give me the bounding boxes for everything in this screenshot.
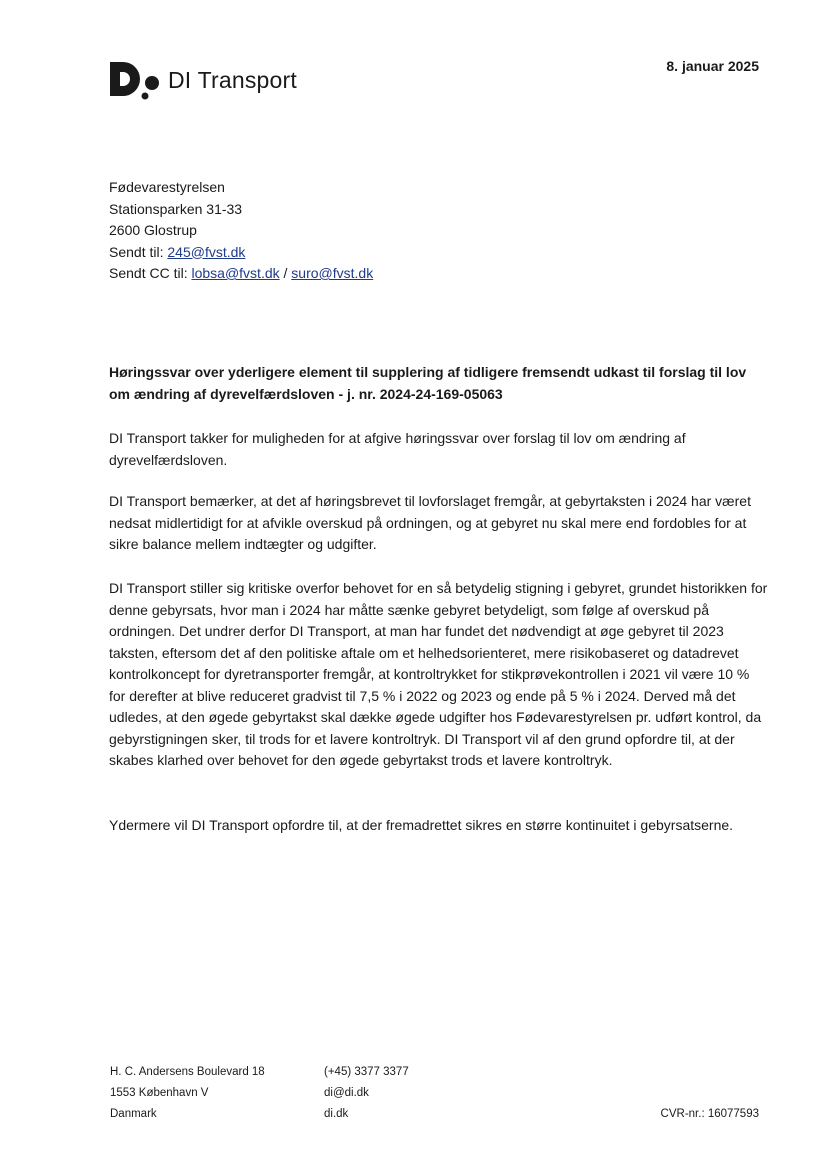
cc-separator: / [279, 265, 292, 281]
sent-to-line [109, 242, 373, 264]
paragraph-3: DI Transport stiller sig kritiske overfor behovet for en så betydelig stigning i gebyret, grundet historikken for denne gebyrsats, hvor man i 2024 har måtte sænke gebyret betydeligt, som følge af overskud på ordningen. Det undrer derfor DI Transport, at man har fundet det nødvendigt at øge gebyret til 2023 taksten, eftersom det af den politiske aftale om et helhedsorienteret, mere risikobaseret og datadrevet kontrolkoncept for dyretransporter fremgår, at kontroltrykket for stikprøvekontrollen i 2021 vil være 10 % for derefter at blive reduceret gradvist til 7,5 % i 2022 og 2023 og ende på 5 % i 2024. Derved må det udledes, at den øgede gebyrtakst skal dække øgede udgifter hos Fødevarestyrelsen pr. udført kontrol, da gebyrstigningen sker, til trods for et lavere kontroltryk. DI Transport vil af den grund opfordre til, at der skabes klarhed over behovet for den øgede gebyrtakst trods et lavere kontroltryk. [109, 580, 768, 768]
cc-email-link-1[interactable]: lobsa@fvst.dk [191, 265, 280, 281]
sent-to-email-link[interactable]: 245@fvst.dk [167, 243, 246, 260]
footer-postal: 1553 København V [110, 1087, 209, 1099]
recipient-city: 2600 Glostrup [109, 222, 197, 238]
cc-line [109, 263, 373, 285]
footer-cvr: CVR-nr.: 16077593 [660, 1108, 759, 1120]
footer-email: di@di.dk [324, 1087, 369, 1099]
sent-to-label: Sendt til: [109, 243, 168, 260]
letter-date: 8. januar 2025 [666, 58, 759, 74]
paragraph-1: DI Transport takker for muligheden for at afgive høringssvar over forslag til lov om ændring af dyrevelfærdsloven. [109, 430, 686, 468]
footer-phone: (+45) 3377 3377 [324, 1066, 409, 1078]
recipient-name: Fødevarestyrelsen [109, 179, 225, 195]
cc-label: Sendt CC til: [109, 265, 192, 281]
footer-contact [324, 1062, 409, 1125]
paragraph-4: Ydermere vil DI Transport opfordre til, at der fremadrettet sikres en større kontinuitet i gebyrsatserne. [109, 817, 734, 833]
di-transport-logo [108, 58, 297, 102]
di-logo-mark-icon [108, 58, 160, 102]
footer-country: Danmark [110, 1108, 157, 1120]
recipient-address [109, 177, 373, 285]
logo-text: DI Transport [168, 66, 297, 93]
letter-subject: Høringssvar over yderligere element til supplering af tidligere fremsendt udkast til forslag til lov om ændring af dyrevelfærdsloven - j. nr. 2024-24-169-05063 [109, 364, 747, 402]
cc-email-link-2[interactable]: suro@fvst.dk [291, 265, 374, 281]
footer-web: di.dk [324, 1108, 349, 1120]
recipient-street: Stationsparken 31-33 [109, 200, 243, 217]
footer-address [110, 1062, 265, 1125]
footer-street: H. C. Andersens Boulevard 18 [110, 1066, 265, 1078]
paragraph-2: DI Transport bemærker, at det af høringsbrevet til lovforslaget fremgår, at gebyrtaksten i 2024 har været nedsat midlertidigt for at afvikle overskud på ordningen, og at gebyret nu skal mere end fordobles for at sikre balance mellem indtægter og udgifter. [109, 493, 751, 552]
